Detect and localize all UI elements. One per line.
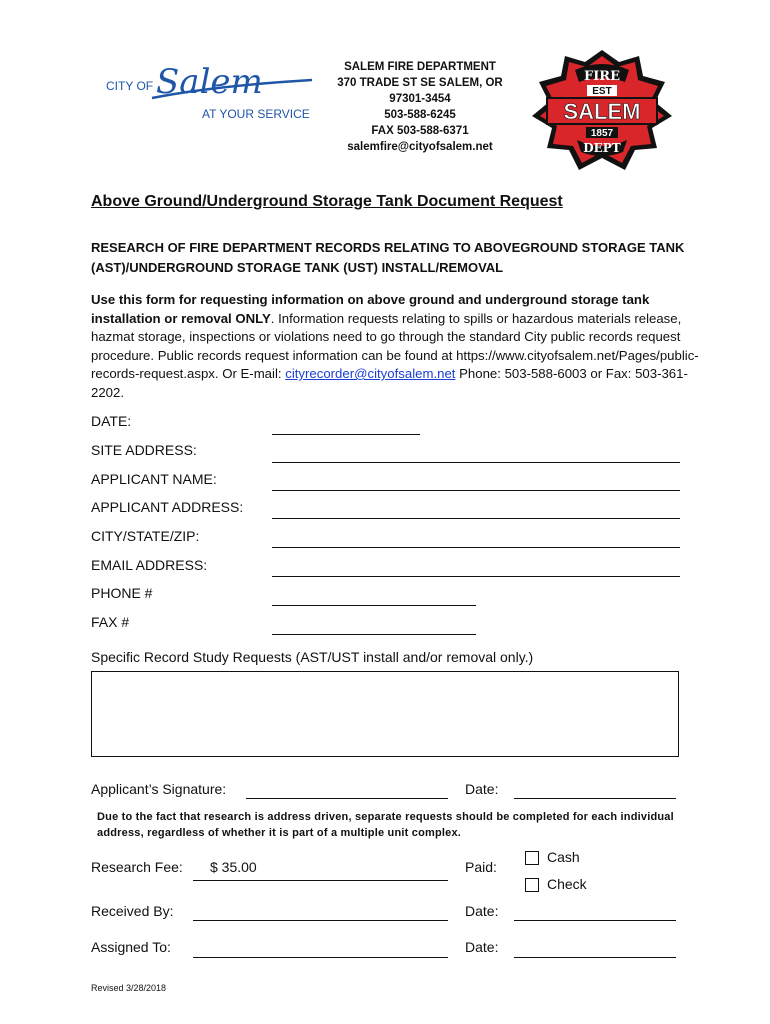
logo-tagline: AT YOUR SERVICE	[202, 107, 310, 121]
site-address-field[interactable]	[272, 462, 680, 463]
research-fee-label: Research Fee:	[91, 859, 183, 875]
applicant-address-field[interactable]	[272, 518, 680, 519]
badge-dept-text: DEPT	[583, 141, 621, 155]
city-of-salem-logo	[92, 58, 317, 128]
applicant-address-label: APPLICANT ADDRESS:	[91, 499, 244, 515]
check-checkbox[interactable]	[525, 878, 539, 892]
revised-date: Revised 3/28/2018	[91, 983, 167, 993]
department-phone: 503-588-6245	[384, 109, 456, 121]
research-fee-value: $ 35.00	[210, 859, 257, 875]
received-date-field[interactable]	[514, 920, 676, 921]
record-requests-label: Specific Record Study Requests (AST/UST install and/or removal only.)	[91, 649, 534, 665]
intro-text: . Information requests relating to spills or hazardous materials release, hazmat storage, inspections or violations need to go through the standard City public records request procedure. Public records request information can be found at https://www.cityofsalem.net/Pages/public-records-request.aspx. Or E-mail:	[91, 310, 699, 381]
intro-bold-text: Use this form for requesting information on above ground and underground storage tank installation or removal ONLY	[91, 292, 650, 326]
badge-year-text: 1857	[590, 128, 614, 139]
logo-name: Salem	[156, 62, 263, 102]
assigned-date-field[interactable]	[514, 957, 676, 958]
signature-field[interactable]	[246, 798, 448, 799]
email-address-label: EMAIL ADDRESS:	[91, 557, 208, 573]
intro-tail-text: Phone: 503-588-6003 or Fax: 503-361-2202.	[91, 366, 688, 400]
assigned-date-label: Date:	[465, 939, 499, 955]
department-fax: FAX 503-588-6371	[371, 125, 469, 137]
badge-est-text: EST	[592, 86, 612, 97]
site-address-label: SITE ADDRESS:	[91, 442, 197, 458]
intro-paragraph	[91, 291, 701, 402]
address-line-1: 370 TRADE ST SE SALEM, OR	[337, 77, 503, 89]
cash-option-label: Cash	[547, 849, 580, 865]
badge-fire-text: FIRE	[583, 69, 621, 84]
department-name: SALEM FIRE DEPARTMENT	[344, 61, 496, 73]
fax-field[interactable]	[272, 634, 476, 635]
date-field[interactable]	[272, 434, 420, 435]
date-label: DATE:	[91, 413, 132, 429]
received-by-field[interactable]	[193, 920, 448, 921]
phone-label: PHONE #	[91, 585, 153, 601]
form-subheading: RESEARCH OF FIRE DEPARTMENT RECORDS RELATING TO ABOVEGROUND STORAGE TANK (AST)/UNDERGROUND STORAGE TANK (UST) INSTALL/REMOVAL	[91, 240, 685, 275]
research-fee-line	[193, 880, 448, 881]
check-option-label: Check	[547, 876, 587, 892]
address-line-2: 97301-3454	[389, 93, 451, 105]
address-note: Due to the fact that research is address driven, separate requests should be completed for each individual address, regardless of whether it is part of a multiple unit complex.	[97, 811, 674, 839]
assigned-to-label: Assigned To:	[91, 939, 171, 955]
signature-date-label: Date:	[465, 781, 499, 797]
record-requests-textarea[interactable]	[91, 671, 679, 757]
signature-date-field[interactable]	[514, 798, 676, 799]
city-state-zip-field[interactable]	[272, 547, 680, 548]
applicant-name-label: APPLICANT NAME:	[91, 471, 217, 487]
salem-fire-badge-logo	[527, 48, 677, 173]
logo-city-of: CITY OF	[106, 79, 154, 93]
department-contact	[320, 59, 520, 155]
form-title: Above Ground/Underground Storage Tank Document Request	[91, 193, 563, 210]
applicant-name-field[interactable]	[272, 490, 680, 491]
signature-label: Applicant’s Signature:	[91, 781, 227, 797]
received-date-label: Date:	[465, 903, 499, 919]
city-recorder-email-link[interactable]: cityrecorder@cityofsalem.net	[285, 366, 456, 381]
cash-checkbox[interactable]	[525, 851, 539, 865]
email-address-field[interactable]	[272, 576, 680, 577]
received-by-label: Received By:	[91, 903, 174, 919]
badge-salem-text: SALEM	[563, 99, 641, 124]
assigned-to-field[interactable]	[193, 957, 448, 958]
phone-field[interactable]	[272, 605, 476, 606]
city-state-zip-label: CITY/STATE/ZIP:	[91, 528, 200, 544]
paid-label: Paid:	[465, 859, 497, 875]
fax-label: FAX #	[91, 614, 130, 630]
department-email: salemfire@cityofsalem.net	[347, 141, 493, 153]
